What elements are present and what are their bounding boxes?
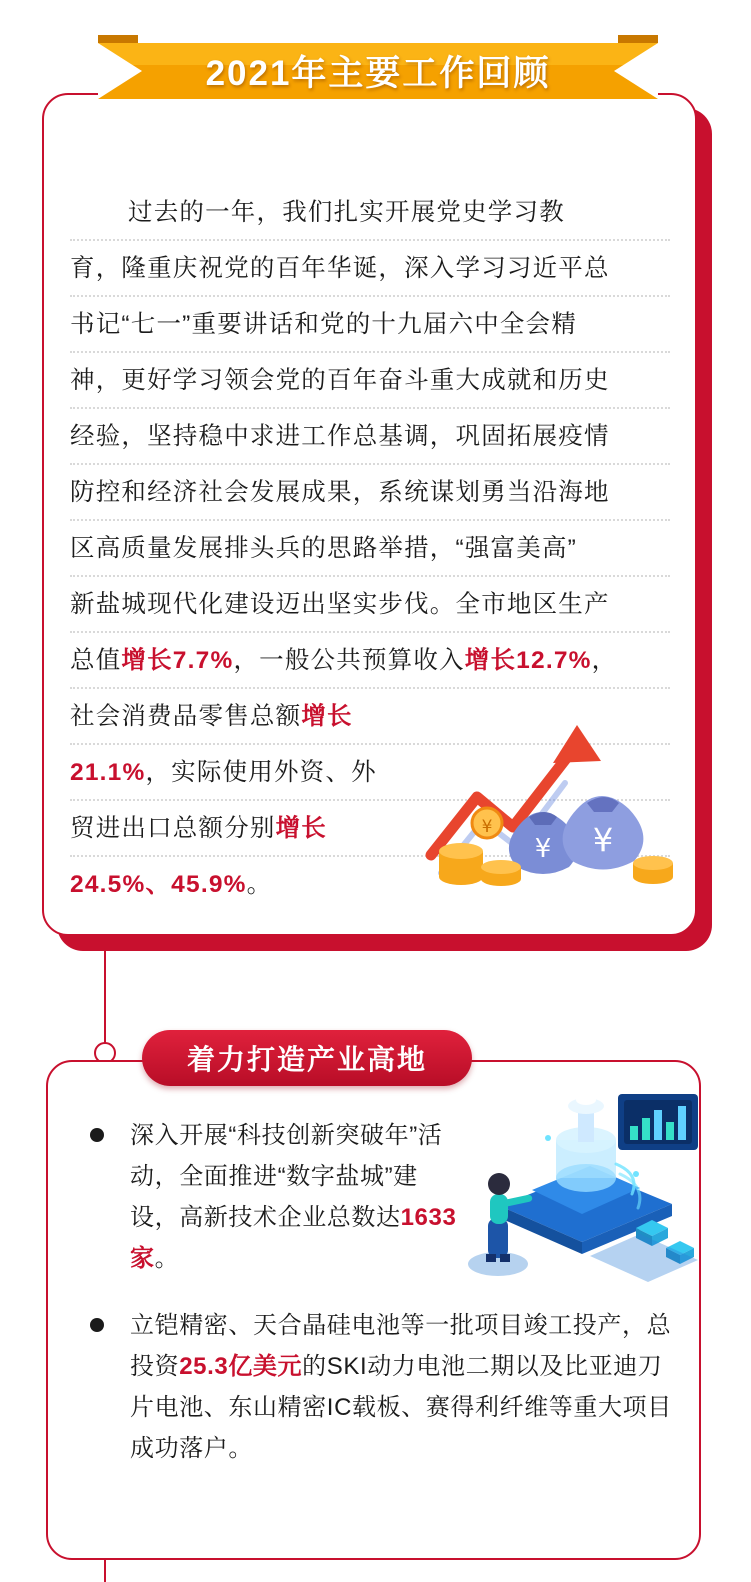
section-connector-line-top [104, 936, 106, 1046]
money-growth-arrow-illustration [425, 705, 675, 890]
paragraph-line: 总值增长7.7%，一般公共预算收入增长12.7%， [70, 633, 670, 689]
list-item-text: 立铠精密、天合晶硅电池等一批项目竣工投产，总投资25.3亿美元的SKI动力电池二期以及比亚迪刀片电池、东山精密IC载板、赛得利纤维等重大项目成功落户。 [130, 1312, 672, 1462]
list-item-text: 深入开展“科技创新突破年”活动，全面推进“数字盐城”建设，高新技术企业总数达1633家。 [130, 1122, 457, 1272]
paragraph-line: 贸进出口总额分别增长 [70, 801, 670, 857]
bullet-dot-icon [90, 1318, 104, 1332]
paragraph-line: 24.5%、45.9%。 [70, 871, 273, 898]
tech-factory-illustration [440, 1078, 705, 1283]
paragraph-line: 书记“七一”重要讲话和党的十九届六中全会精 [70, 297, 670, 353]
paragraph-line: 社会消费品零售总额增长 [70, 689, 670, 745]
section2-title-badge [142, 1030, 472, 1086]
section2-title: 着力打造产业高地 [186, 1044, 427, 1075]
paragraph-line: 经验，坚持稳中求进工作总基调，巩固拓展疫情 [70, 409, 670, 465]
list-item [78, 1305, 678, 1469]
paragraph-line: 新盐城现代化建设迈出坚实步伐。全市地区生产 [70, 577, 670, 633]
svg-text:¥: ¥ [481, 817, 493, 837]
paragraph-line: 区高质量发展排头兵的思路举措，“强富美高” [70, 521, 670, 577]
paragraph-line: 过去的一年，我们扎实开展党史学习教 [70, 185, 670, 241]
section1-ribbon-banner [98, 35, 658, 107]
svg-text:¥: ¥ [592, 821, 614, 859]
paragraph-line: 育，隆重庆祝党的百年华诞，深入学习习近平总 [70, 241, 670, 297]
section1-title: 2021年主要工作回顾 [205, 54, 551, 93]
paragraph-line: 防控和经济社会发展成果，系统谋划勇当沿海地 [70, 465, 670, 521]
svg-text:¥: ¥ [534, 834, 552, 864]
paragraph-line: 神，更好学习领会党的百年奋斗重大成就和历史 [70, 353, 670, 409]
paragraph-line: 21.1%，实际使用外资、外 [70, 745, 670, 801]
bullet-dot-icon [90, 1128, 104, 1142]
